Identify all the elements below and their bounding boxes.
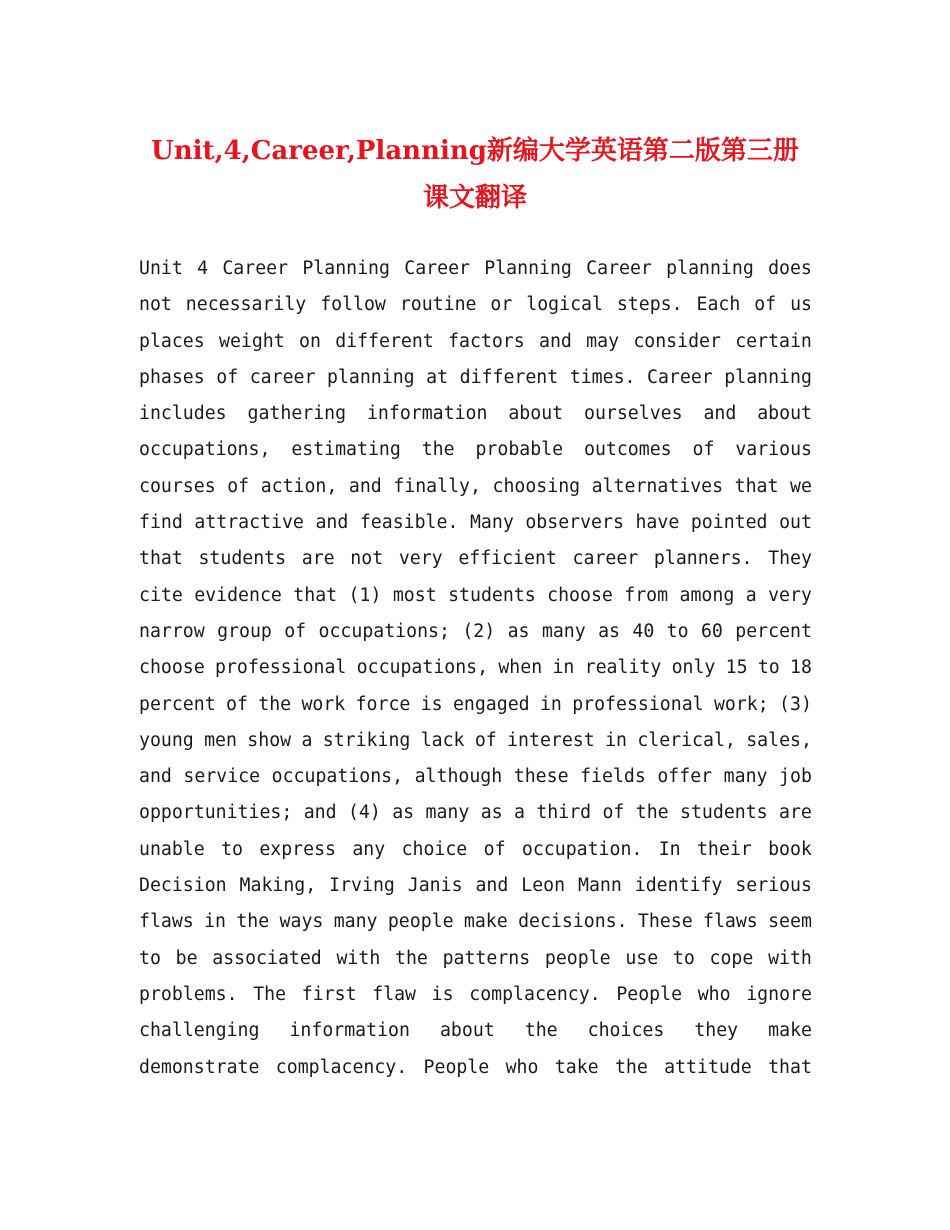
- text-word: Leon: [521, 875, 566, 897]
- text-line: [139, 941, 812, 977]
- text-word: consider: [633, 330, 721, 352]
- text-word: choices: [587, 1020, 665, 1042]
- text-word: us: [790, 294, 812, 316]
- text-word: Planning: [302, 258, 390, 279]
- text-word: does: [768, 258, 812, 279]
- text-word: (2): [462, 620, 496, 642]
- text-word: In: [658, 838, 681, 860]
- text-word: complacency.: [275, 1056, 408, 1078]
- text-word: career: [249, 366, 316, 388]
- text-word: (3): [779, 693, 812, 715]
- text-word: choosing: [492, 475, 581, 497]
- text-word: sales,: [746, 729, 812, 751]
- text-word: that: [768, 1056, 812, 1078]
- text-word: People: [423, 1056, 490, 1078]
- text-word: the: [258, 693, 292, 715]
- text-word: choose: [139, 657, 205, 679]
- text-word: information: [366, 403, 488, 425]
- text-word: from: [624, 584, 669, 606]
- text-word: occupations;: [318, 620, 450, 642]
- text-word: at: [426, 366, 449, 388]
- text-word: the: [395, 947, 428, 969]
- text-word: patterns: [442, 947, 531, 969]
- text-word: and: [475, 875, 509, 897]
- text-word: third: [536, 802, 592, 824]
- text-line: [139, 469, 812, 505]
- text-word: attractive: [194, 512, 304, 534]
- text-word: efficient: [458, 548, 557, 570]
- text-word: about: [508, 403, 564, 425]
- text-word: unable: [139, 838, 205, 860]
- text-word: of: [754, 294, 777, 316]
- text-word: courses: [139, 475, 216, 497]
- text-word: of: [284, 620, 307, 642]
- text-word: we: [790, 475, 812, 497]
- text-word: work;: [713, 693, 769, 715]
- text-word: as: [598, 620, 620, 642]
- text-word: Each: [696, 294, 741, 316]
- text-word: out: [779, 512, 812, 534]
- text-word: reality: [584, 657, 662, 679]
- text-word: have: [635, 512, 680, 534]
- text-line: [139, 432, 812, 468]
- text-word: only: [671, 657, 716, 679]
- text-word: with: [336, 947, 381, 969]
- text-word: force: [355, 693, 411, 715]
- text-word: different: [335, 330, 434, 352]
- text-word: in: [539, 693, 562, 715]
- text-word: young: [139, 729, 194, 751]
- text-line: [139, 832, 812, 868]
- text-word: that: [139, 548, 183, 570]
- text-word: a: [301, 729, 313, 751]
- text-word: very: [398, 548, 443, 570]
- text-word: not: [350, 548, 384, 570]
- text-line: [139, 795, 812, 831]
- text-word: engaged: [452, 693, 530, 715]
- text-line: [139, 868, 812, 904]
- text-word: offer: [657, 766, 713, 788]
- text-word: 4: [197, 258, 209, 279]
- text-word: the: [236, 911, 270, 933]
- text-word: professional: [214, 657, 347, 679]
- text-word: complacency.: [469, 983, 601, 1005]
- text-line: [139, 687, 812, 723]
- text-line: [139, 396, 812, 432]
- text-word: many: [333, 911, 378, 933]
- text-word: who: [505, 1056, 539, 1078]
- text-word: to: [672, 947, 695, 969]
- text-word: narrow: [139, 620, 205, 642]
- text-word: to: [221, 838, 243, 860]
- text-line: [139, 614, 812, 650]
- text-word: occupations,: [271, 766, 404, 788]
- text-word: of: [227, 475, 250, 497]
- text-word: service: [183, 766, 261, 788]
- text-word: associated: [212, 947, 322, 969]
- text-word: as: [480, 802, 503, 824]
- text-word: and: [539, 330, 572, 352]
- text-word: Career: [647, 366, 713, 388]
- text-word: students: [680, 802, 768, 824]
- text-word: 40: [632, 620, 655, 642]
- text-word: although: [414, 766, 503, 788]
- text-word: to: [666, 620, 689, 642]
- text-word: many: [723, 766, 768, 788]
- text-word: express: [259, 838, 336, 860]
- text-line: [139, 360, 812, 396]
- text-word: many: [425, 802, 470, 824]
- text-word: planning: [666, 258, 754, 279]
- text-word: certain: [735, 330, 812, 352]
- text-line: [139, 578, 812, 614]
- text-word: Unit: [139, 258, 183, 279]
- text-word: Mann: [578, 875, 622, 897]
- document-title: [120, 128, 830, 222]
- text-word: Many: [469, 512, 514, 534]
- text-word: Janis: [407, 875, 463, 897]
- text-word: fields: [580, 766, 646, 788]
- text-word: their: [696, 838, 752, 860]
- text-word: flaws: [139, 911, 194, 933]
- text-word: planners.: [653, 548, 753, 570]
- text-word: evidence: [194, 584, 282, 606]
- text-word: challenging: [139, 1020, 260, 1042]
- text-word: different: [459, 366, 559, 388]
- text-word: as: [392, 802, 415, 824]
- text-word: estimating: [291, 439, 401, 461]
- text-word: they: [694, 1020, 739, 1042]
- text-word: the: [524, 1020, 558, 1042]
- text-word: take: [554, 1056, 599, 1078]
- text-line: [139, 324, 812, 360]
- text-word: places: [139, 330, 205, 352]
- text-word: work: [301, 693, 346, 715]
- text-word: (4): [347, 802, 381, 824]
- body-paragraph: [139, 251, 812, 1086]
- text-word: People: [616, 983, 683, 1005]
- text-line: [139, 1050, 812, 1086]
- text-word: a: [514, 802, 525, 824]
- text-word: routine: [399, 294, 477, 316]
- text-word: choose: [547, 584, 613, 606]
- text-word: choice: [401, 838, 468, 860]
- text-word: serious: [735, 875, 812, 897]
- text-word: lack: [420, 729, 465, 751]
- text-line: [139, 723, 812, 759]
- text-word: demonstrate: [139, 1056, 260, 1078]
- text-word: 15: [725, 657, 748, 679]
- text-word: alternatives: [591, 475, 724, 497]
- text-word: the: [635, 802, 669, 824]
- text-word: and: [139, 766, 172, 788]
- text-word: as: [507, 620, 530, 642]
- text-word: The: [253, 983, 287, 1005]
- text-word: when: [498, 657, 543, 679]
- text-word: Irving: [329, 875, 395, 897]
- text-word: interest: [507, 729, 595, 751]
- text-word: make: [463, 911, 508, 933]
- text-word: not: [139, 294, 172, 316]
- text-word: people: [387, 911, 454, 933]
- text-word: about: [439, 1020, 495, 1042]
- text-line: [139, 287, 812, 323]
- text-word: (1): [348, 584, 382, 606]
- text-line: [139, 251, 812, 287]
- text-word: Decision: [139, 875, 227, 897]
- text-word: logical: [526, 294, 603, 316]
- text-word: of: [483, 838, 506, 860]
- text-word: of: [474, 729, 497, 751]
- text-word: percent: [735, 620, 812, 642]
- text-word: gathering: [247, 403, 347, 425]
- text-word: flaws: [703, 911, 758, 933]
- text-word: cite: [139, 584, 183, 606]
- text-word: 60: [700, 620, 723, 642]
- text-word: action,: [260, 475, 338, 497]
- text-word: They: [768, 548, 812, 570]
- text-word: is: [431, 983, 454, 1005]
- text-word: these: [513, 766, 569, 788]
- text-line: [139, 759, 812, 795]
- text-word: among: [679, 584, 735, 606]
- text-word: ignore: [746, 983, 812, 1005]
- title-line-2: 课文翻译: [422, 183, 527, 213]
- text-word: outcomes: [584, 439, 672, 461]
- text-word: the: [614, 1056, 648, 1078]
- text-word: feasible.: [359, 512, 459, 534]
- text-word: ways: [279, 911, 324, 933]
- text-word: finally,: [393, 475, 481, 497]
- text-word: or: [490, 294, 513, 316]
- text-line: [139, 1013, 812, 1049]
- text-word: cope: [709, 947, 754, 969]
- text-word: various: [735, 439, 812, 461]
- text-word: includes: [139, 403, 227, 425]
- text-word: occupation.: [521, 838, 643, 860]
- text-line: [139, 904, 812, 940]
- text-word: observers: [525, 512, 624, 534]
- text-word: and: [348, 475, 382, 497]
- text-word: be: [175, 947, 198, 969]
- text-word: ourselves: [584, 403, 683, 425]
- text-word: who: [697, 983, 731, 1005]
- text-word: that: [293, 584, 338, 606]
- text-word: occupations,: [356, 657, 489, 679]
- text-word: are: [301, 548, 335, 570]
- text-word: probable: [475, 439, 564, 461]
- text-word: flaw: [372, 983, 416, 1005]
- text-word: seem: [768, 911, 812, 933]
- text-word: steps.: [616, 294, 683, 316]
- text-word: planning: [327, 366, 415, 388]
- text-word: may: [586, 330, 620, 352]
- text-word: decisions.: [518, 911, 628, 933]
- text-word: men: [204, 729, 237, 751]
- text-word: a: [745, 584, 757, 606]
- text-word: factors: [448, 330, 525, 352]
- text-word: very: [768, 584, 812, 606]
- text-word: Planning: [484, 258, 572, 279]
- text-word: percent: [139, 693, 216, 715]
- text-word: career: [572, 548, 639, 570]
- text-word: weight: [219, 330, 285, 352]
- text-word: group: [217, 620, 272, 642]
- text-word: planning: [724, 366, 812, 388]
- text-word: in: [605, 729, 627, 751]
- text-word: of: [226, 693, 248, 715]
- text-word: 18: [790, 657, 812, 679]
- text-word: opportunities;: [139, 802, 293, 824]
- text-word: the: [421, 439, 455, 461]
- text-word: is: [420, 693, 443, 715]
- text-word: students: [448, 584, 536, 606]
- text-word: with: [768, 947, 812, 969]
- text-word: necessarily: [185, 294, 307, 316]
- text-word: use: [625, 947, 659, 969]
- text-word: about: [757, 403, 812, 425]
- text-word: times.: [569, 366, 636, 388]
- title-line-1: Unit,4,Career,Planning新编大学英语第二版第三册: [151, 136, 799, 166]
- text-line: [139, 650, 812, 686]
- text-word: people: [544, 947, 611, 969]
- text-word: on: [299, 330, 321, 352]
- text-word: to: [757, 657, 780, 679]
- text-word: of: [602, 802, 625, 824]
- text-line: [139, 505, 812, 541]
- text-word: Career: [222, 258, 289, 279]
- text-word: book: [768, 838, 812, 860]
- text-word: and: [315, 512, 349, 534]
- text-word: to: [139, 947, 161, 969]
- text-word: most: [392, 584, 437, 606]
- text-word: problems.: [139, 983, 238, 1005]
- text-word: of: [216, 366, 239, 388]
- text-word: striking: [322, 729, 411, 751]
- text-word: Career: [586, 258, 652, 279]
- text-word: of: [692, 439, 715, 461]
- text-word: students: [198, 548, 287, 570]
- text-word: professional: [572, 693, 704, 715]
- text-word: that: [734, 475, 779, 497]
- text-word: show: [247, 729, 292, 751]
- text-word: Making,: [239, 875, 317, 897]
- text-word: in: [204, 911, 226, 933]
- text-word: and: [303, 802, 337, 824]
- text-word: identify: [634, 875, 723, 897]
- text-word: information: [289, 1020, 410, 1042]
- text-word: are: [779, 802, 812, 824]
- text-line: [139, 977, 812, 1013]
- text-line: [139, 541, 812, 577]
- text-word: make: [768, 1020, 812, 1042]
- text-word: in: [552, 657, 575, 679]
- text-word: any: [352, 838, 386, 860]
- text-word: These: [637, 911, 693, 933]
- text-word: many: [541, 620, 586, 642]
- text-word: job: [779, 766, 812, 788]
- text-word: first: [301, 983, 357, 1005]
- text-word: phases: [139, 366, 205, 388]
- text-word: Career: [404, 258, 470, 279]
- text-word: attitude: [664, 1056, 752, 1078]
- text-word: pointed: [690, 512, 768, 534]
- text-word: occupations,: [139, 439, 271, 461]
- text-word: follow: [320, 294, 386, 316]
- text-word: clerical,: [637, 729, 736, 751]
- text-word: find: [139, 512, 183, 534]
- text-word: and: [703, 403, 737, 425]
